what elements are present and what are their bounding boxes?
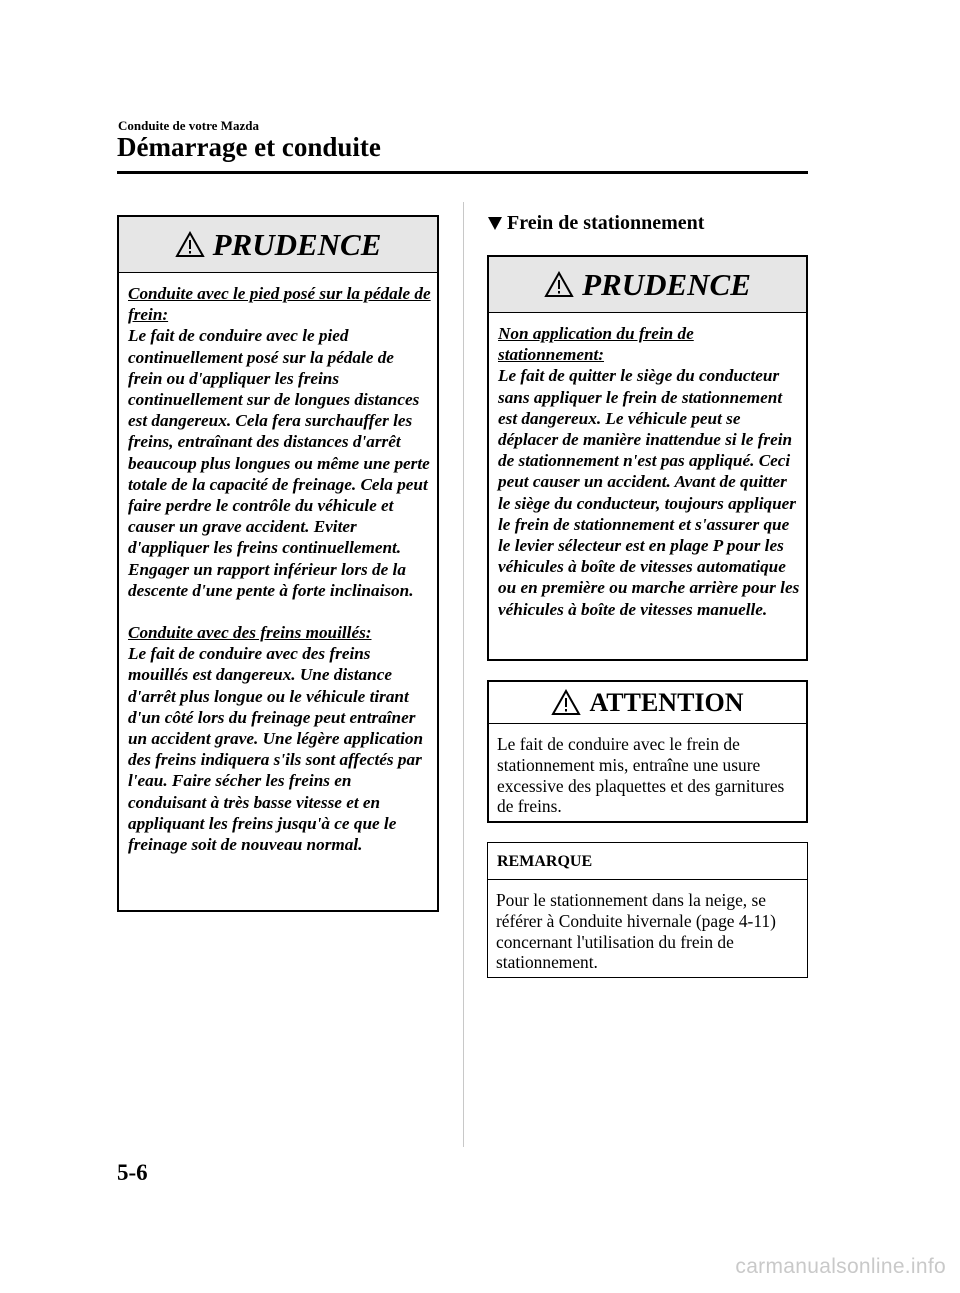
warning-triangle-icon (544, 271, 574, 298)
caution-text: Le fait de conduire avec le pied continuellement posé sur la pédale de frein ou d'appliquer les freins continuellement sur de longues distances est dangereux. Cela fera surchauffer les freins, entraînant des distances d'arrêt beaucoup plus longues ou même une perte totale de la capacité de freinage. Cela peut faire perdre le contrôle du véhicule et causer un grave accident. Eviter d'appliquer les freins continuellement. Engager un rapport inférieur lors de la descente d'une pente à forte inclinaison. (128, 326, 430, 600)
caution-subtitle: Non application du frein de stationnement: (498, 324, 694, 365)
section-heading-text: Frein de stationnement (507, 212, 705, 234)
warning-triangle-icon (551, 689, 581, 716)
attention-box (487, 680, 808, 823)
caution-box-body (489, 313, 806, 628)
spacer (128, 601, 431, 622)
column-divider (463, 202, 464, 1147)
warning-triangle-icon (175, 231, 205, 258)
caution-subtitle: Conduite avec des freins mouillés: (128, 623, 372, 643)
triangle-down-icon (488, 217, 502, 230)
attention-heading: ATTENTION (589, 687, 744, 717)
caution-box-right (487, 255, 808, 661)
section-heading (488, 212, 704, 235)
caution-box-header (119, 217, 437, 273)
note-box-header: REMARQUE (488, 843, 807, 880)
caution-box-left (117, 215, 439, 912)
note-box (487, 842, 808, 978)
attention-box-body: Le fait de conduire avec le frein de stationnement mis, entraîne une usure excessive des plaquettes et des garnitures de freins. (497, 734, 785, 817)
caution-heading: PRUDENCE (212, 226, 382, 262)
caution-text: Le fait de quitter le siège du conducteur sans appliquer le frein de stationnement est dangereux. Le véhicule peut se déplacer de manière inattendue si le frein de stationnement n'est pas appliqué. Ceci peut causer un accident. Avant de quitter le siège du conducteur, toujours appliquer le frein de stationnement et s'assurer que le levier sélecteur est en plage P pour les véhicules à boîte de vitesses automatique ou en première ou marche arrière pour les véhicules à boîte de vitesses manuelle. (498, 366, 800, 619)
title-rule (117, 171, 808, 174)
breadcrumb: Conduite de votre Mazda (118, 118, 259, 133)
caution-heading: PRUDENCE (582, 266, 751, 302)
caution-box-header (489, 257, 806, 313)
page-title: Démarrage et conduite (117, 132, 381, 162)
caution-box-body (119, 273, 437, 863)
caution-subtitle: Conduite avec le pied posé sur la pédale de frein: (128, 284, 431, 325)
attention-box-header (489, 682, 806, 724)
watermark: carmanualsonline.info (735, 1255, 946, 1278)
page-number: 5-6 (117, 1160, 148, 1185)
caution-text: Le fait de conduire avec des freins mouillés est dangereux. Une distance d'arrêt plus longue ou le véhicule tirant d'un côté lors du freinage peut entraîner un accident grave. Une légère application des freins indiquera s'ils sont affectés par l'eau. Faire sécher les freins en conduisant à très basse vitesse et en appliquant les freins jusqu'à ce que le freinage soit de nouveau normal. (128, 644, 424, 855)
note-box-body: Pour le stationnement dans la neige, se référer à Conduite hivernale (page 4-11) concernant l'utilisation du frein de stationnement. (496, 890, 776, 973)
